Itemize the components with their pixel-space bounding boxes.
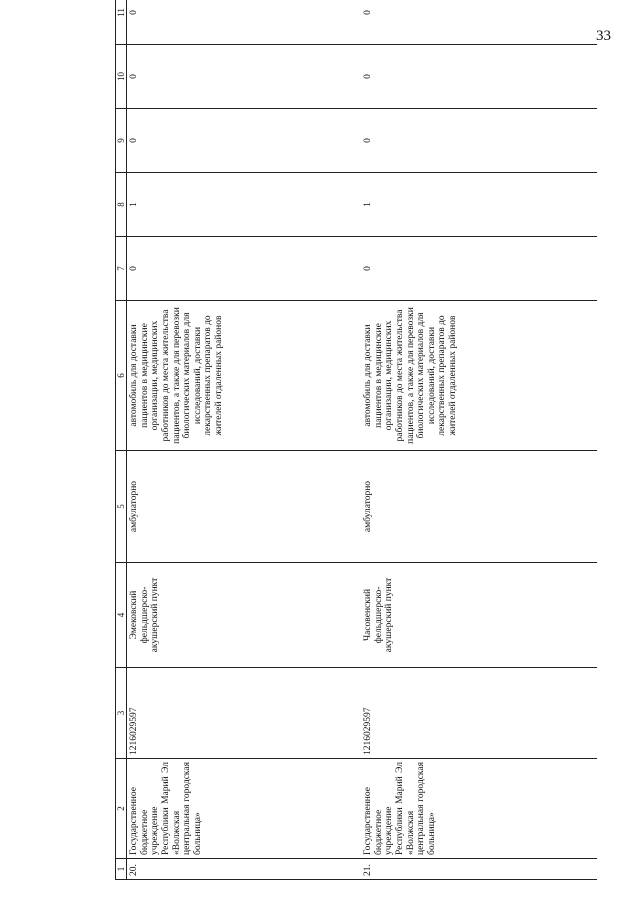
vehicle-table bbox=[115, 0, 597, 880]
column-header-6: 6 bbox=[116, 301, 127, 451]
value-cell-7: 0 bbox=[127, 237, 362, 301]
column-header-11: 11 bbox=[116, 0, 127, 45]
row-number: 20. bbox=[127, 859, 362, 880]
column-header-5: 5 bbox=[116, 451, 127, 563]
table-row bbox=[361, 0, 597, 880]
unit-name-cell: Часовенский фельдшерско-акушерский пункт bbox=[361, 563, 597, 668]
value-cell-11: 0 bbox=[361, 0, 597, 45]
care-type-cell: амбулаторно bbox=[127, 451, 362, 563]
vehicle-purpose-cell: автомобиль для доставки пациентов в медицинские организации, медицинских работников до места жительства пациентов, а также для перевозки биологических материалов для исследований, доставки лекарственных препаратов до жителей отдаленных районов bbox=[127, 301, 362, 451]
care-type-cell: амбулаторно bbox=[361, 451, 597, 563]
column-number-row bbox=[116, 0, 127, 880]
inn-cell: 1216029597 bbox=[127, 668, 362, 759]
column-header-2: 2 bbox=[116, 759, 127, 859]
table-row bbox=[127, 0, 362, 880]
column-header-9: 9 bbox=[116, 109, 127, 173]
value-cell-10: 0 bbox=[361, 45, 597, 109]
column-header-3: 3 bbox=[116, 668, 127, 759]
row-number: 21. bbox=[361, 859, 597, 880]
value-cell-11: 0 bbox=[127, 0, 362, 45]
rotated-table-container bbox=[115, 8, 600, 880]
value-cell-10: 0 bbox=[127, 45, 362, 109]
value-cell-9: 0 bbox=[127, 109, 362, 173]
column-header-8: 8 bbox=[116, 173, 127, 237]
value-cell-9: 0 bbox=[361, 109, 597, 173]
column-header-4: 4 bbox=[116, 563, 127, 668]
organization-cell: Государственное бюджетное учреждение Республики Марий Эл «Волжская центральная городская больница» bbox=[127, 759, 362, 859]
value-cell-8: 1 bbox=[361, 173, 597, 237]
inn-cell: 1216029597 bbox=[361, 668, 597, 759]
value-cell-7: 0 bbox=[361, 237, 597, 301]
column-header-10: 10 bbox=[116, 45, 127, 109]
value-cell-8: 1 bbox=[127, 173, 362, 237]
vehicle-purpose-cell: автомобиль для доставки пациентов в медицинские организации, медицинских работников до места жительства пациентов, а также для перевозки биологических материалов для исследований, доставки лекарственных препаратов до жителей отдаленных районов bbox=[361, 301, 597, 451]
unit-name-cell: Эмековский фельдшерско-акушерский пункт bbox=[127, 563, 362, 668]
column-header-1: 1 bbox=[116, 859, 127, 880]
organization-cell: Государственное бюджетное учреждение Республики Марий Эл «Волжская центральная городская больница» bbox=[361, 759, 597, 859]
page-number: 33 bbox=[596, 28, 611, 44]
column-header-7: 7 bbox=[116, 237, 127, 301]
